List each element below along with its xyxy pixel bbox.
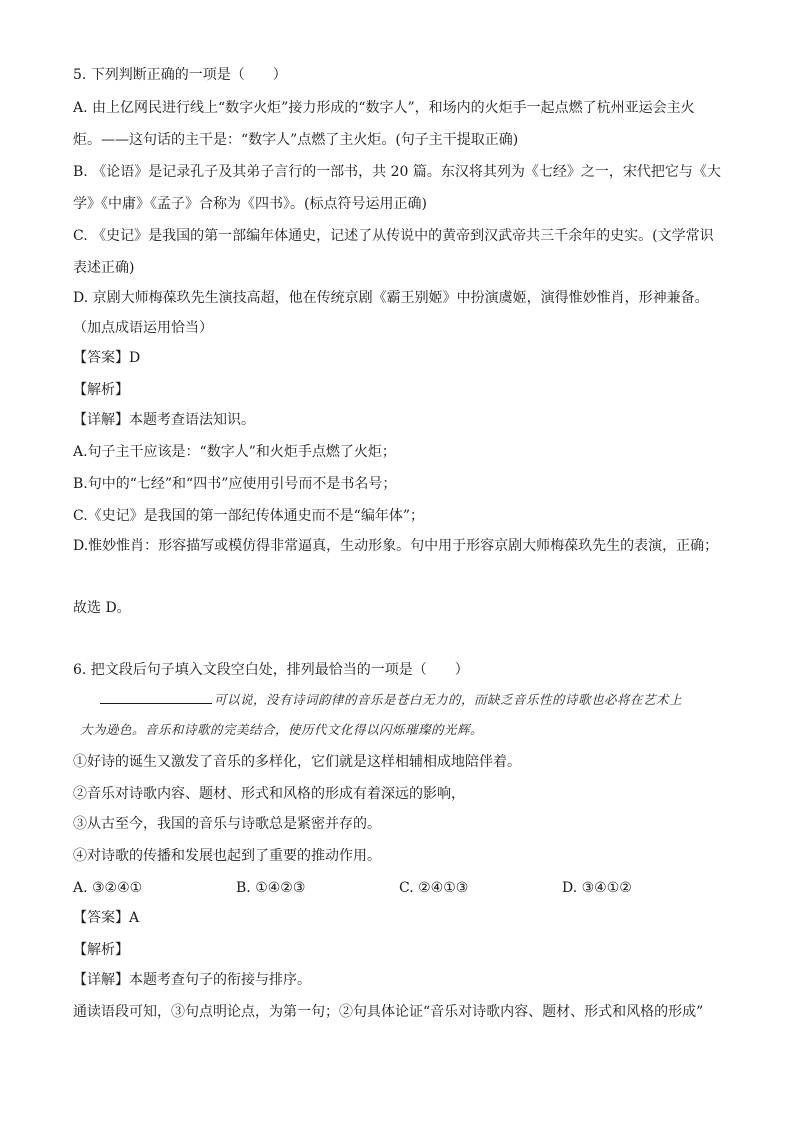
q6-option-d: D. ③④①②: [562, 880, 632, 896]
q5-option-c-line2: 表述正确): [73, 260, 135, 276]
q5-option-a-line1: A. 由上亿网民进行线上“数字火炬”接力形成的“数字人”，和场内的火炬手一起点燃了杭州亚运会主火: [73, 100, 695, 116]
q6-passage-line1: [100, 690, 760, 710]
q5-explanation-d: D.惟妙惟肖：形容描写或模仿得非常逼真，生动形象。句中用于形容京剧大师梅葆玖先生的表演，正确；: [73, 538, 719, 554]
q6-answer: 【答案】A: [73, 910, 140, 926]
q5-option-b-line1: B. 《论语》是记录孔子及其弟子言行的一部书，共 20 篇。东汉将其列为《七经》之一，宋代把它与《大: [73, 164, 721, 180]
q5-option-d-line2: （加点成语运用恰当）: [73, 320, 213, 336]
q6-sentence-1: ①好诗的诞生又激发了音乐的多样化，它们就是这样相辅相成地陪伴着。: [73, 754, 521, 770]
q6-option-b: B. ①④②③: [236, 880, 306, 896]
q6-passage-line2: 大为逊色。音乐和诗歌的完美结合，使历代文化得以闪烁璀璨的光辉。: [80, 722, 484, 737]
q5-explanation-b: B.句中的“七经”和“四书”应使用引号而不是书名号；: [73, 476, 397, 492]
q5-explanation-a: A.句子主干应该是：“数字人”和火炬手点燃了火炬；: [73, 444, 396, 460]
q5-option-c-line1: C. 《史记》是我国的第一部编年体通史，记述了从传说中的黄帝到汉武帝共三千余年的史实。(文学常识: [73, 228, 714, 244]
q6-sentence-4: ④对诗歌的传播和发展也起到了重要的推动作用。: [73, 848, 381, 864]
q6-detail: 【详解】本题考查句子的衔接与排序。: [73, 972, 311, 988]
q5-conclusion: 故选 D。: [73, 600, 131, 616]
q6-reasoning: 通读语段可知，③句点明论点，为第一句；②句具体论证“音乐对诗歌内容、题材、形式和风格的形成”: [73, 1004, 704, 1020]
q5-detail: 【详解】本题考查语法知识。: [73, 412, 255, 428]
q5-option-b-line2: 学》《中庸》《孟子》合称为《四书》。(标点符号运用正确): [73, 196, 427, 212]
q6-option-a: A. ③②④①: [73, 880, 143, 896]
q6-sentence-3: ③从古至今，我国的音乐与诗歌总是紧密并存的。: [73, 816, 381, 832]
q6-options: [73, 878, 733, 898]
q6-passage-text1: 可以说，没有诗词韵律的音乐是苍白无力的，而缺乏音乐性的诗歌也必将在艺术上: [214, 692, 683, 707]
q6-analysis-label: 【解析】: [73, 942, 129, 958]
q5-option-a-line2: 炬。——这句话的主干是：“数字人”点燃了主火炬。(句子主干提取正确): [73, 132, 519, 148]
q5-option-d-line1: D. 京剧大师梅葆玖先生演技高超，他在传统京剧《霸王别姬》中扮演虞姬，演得惟妙惟肖，形神兼备。: [73, 290, 709, 306]
q5-explanation-c: C.《史记》是我国的第一部纪传体通史而不是“编年体”；: [73, 508, 424, 524]
q6-stem: 6. 把文段后句子填入文段空白处，排列最恰当的一项是（ ）: [73, 662, 469, 678]
q5-answer: 【答案】D: [73, 350, 141, 366]
q5-stem: 5. 下列判断正确的一项是（ ）: [73, 67, 287, 83]
fill-in-blank: [100, 691, 212, 704]
q6-option-c: C. ②④①③: [399, 880, 469, 896]
q6-sentence-2: ②音乐对诗歌内容、题材、形式和风格的形成有着深远的影响，: [73, 786, 465, 802]
q5-analysis-label: 【解析】: [73, 382, 129, 398]
